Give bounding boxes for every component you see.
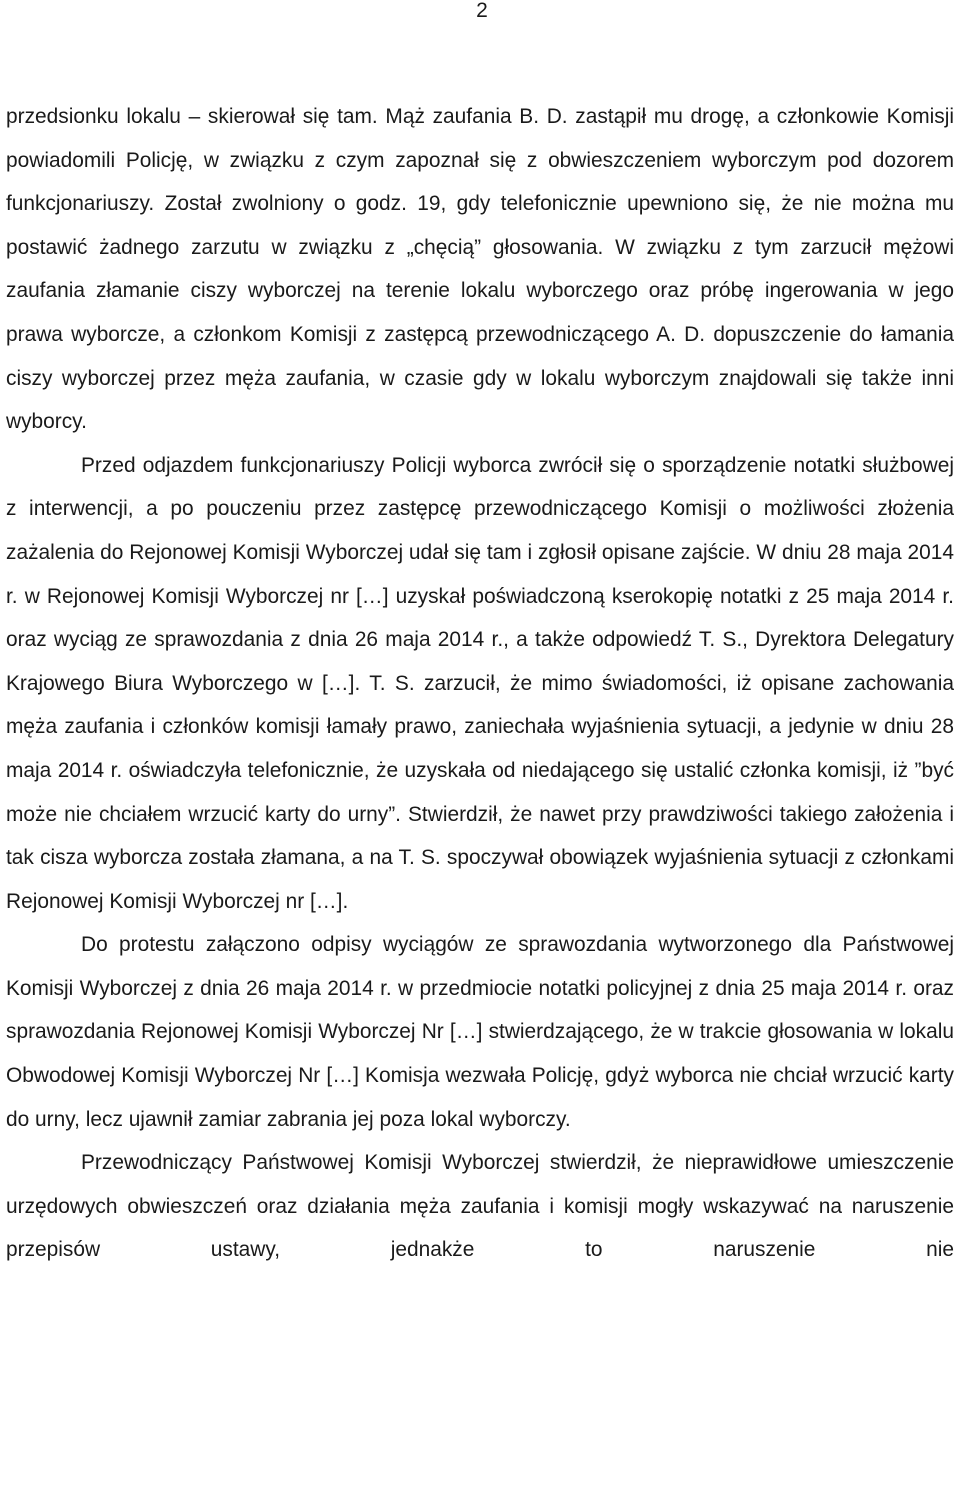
- document-body: [6, 95, 954, 1272]
- paragraph-2: Przed odjazdem funkcjonariuszy Policji wyborca zwrócił się o sporządzenie notatki służbowej z interwencji, a po pouczeniu przez zastępcę przewodniczącego Komisji o możliwości złożenia zażalenia do Rejonowej Komisji Wyborczej udał się tam i zgłosił opisane zajście. W dniu 28 maja 2014 r. w Rejonowej Komisji Wyborczej nr […] uzyskał poświadczoną kserokopię notatki z 25 maja 2014 r. oraz wyciąg ze sprawozdania z dnia 26 maja 2014 r., a także odpowiedź T. S., Dyrektora Delegatury Krajowego Biura Wyborczego w […]. T. S. zarzucił, że mimo świadomości, iż opisane zachowania męża zaufania i członków komisji łamały prawo, zaniechała wyjaśnienia sytuacji, a jedynie w dniu 28 maja 2014 r. oświadczyła telefonicznie, że uzyskała od niedającego się ustalić członka komisji, iż ”być może nie chciałem wrzucić karty do urny”. Stwierdził, że nawet przy prawdziwości takiego założenia i tak cisza wyborcza została złamana, a na T. S. spoczywał obowiązek wyjaśnienia sytuacji z członkami Rejonowej Komisji Wyborczej nr […].: [6, 453, 954, 913]
- paragraph-1: przedsionku lokalu – skierował się tam. Mąż zaufania B. D. zastąpił mu drogę, a członkowie Komisji powiadomili Policję, w związku z czym zapoznał się z obwieszczeniem wyborczym pod dozorem funkcjonariuszy. Został zwolniony o godz. 19, gdy telefonicznie upewniono się, że nie można mu postawić żadnego zarzutu w związku z „chęcią” głosowania. W związku z tym zarzucił mężowi zaufania złamanie ciszy wyborczej na terenie lokalu wyborczego oraz próbę ingerowania w jego prawa wyborcze, a członkom Komisji z zastępcą przewodniczącego A. D. dopuszczenie do łamania ciszy wyborczej przez męża zaufania, w czasie gdy w lokalu wyborczym znajdowali się także inni wyborcy.: [6, 105, 954, 434]
- paragraph-3: Do protestu załączono odpisy wyciągów ze sprawozdania wytworzonego dla Państwowej Komisji Wyborczej z dnia 26 maja 2014 r. w przedmiocie notatki policyjnej z dnia 25 maja 2014 r. oraz sprawozdania Rejonowej Komisji Wyborczej Nr […] stwierdzającego, że w trakcie głosowania w lokalu Obwodowej Komisji Wyborczej Nr […] Komisja wezwała Policję, gdyż wyborca nie chciał wrzucić karty do urny, lecz ujawnił zamiar zabrania jej poza lokal wyborczy.: [6, 933, 954, 1131]
- page-number: 2: [476, 0, 488, 22]
- paragraph-4: Przewodniczący Państwowej Komisji Wyborczej stwierdził, że nieprawidłowe umieszczenie urzędowych obwieszczeń oraz działania męża zaufania i komisji mogły wskazywać na naruszenie przepisów ustawy, jednakże to naruszenie nie: [6, 1151, 954, 1262]
